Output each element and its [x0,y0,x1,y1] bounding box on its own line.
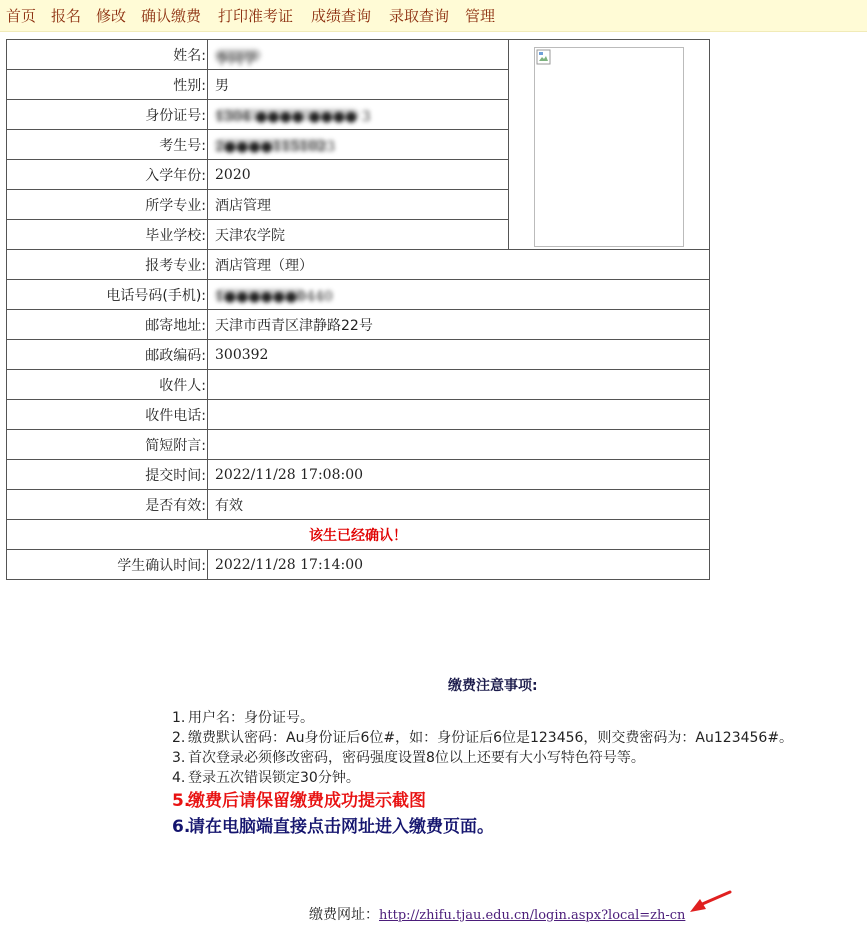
major-label: 所学专业: [7,190,208,220]
name-label: 姓名: [7,40,208,70]
notice-item-text: 缴费后请保留缴费成功提示截图 [188,791,426,811]
student-photo [534,47,684,247]
recipient-phone-label: 收件电话: [7,400,208,430]
notice-item-text: 首次登录必须修改密码，密码强度设置8位以上还要有大小写特色符号等。 [188,750,645,766]
exam-number-label: 考生号: [7,130,208,160]
exam-number-value [208,130,509,160]
row-phone [7,280,710,310]
phone-redacted: 1●●●●●●0440 [215,288,333,305]
id-number-value [208,100,509,130]
note-value [208,430,710,460]
row-confirm-time [7,550,710,580]
year-value: 2020 [208,160,509,190]
row-apply-major [7,250,710,280]
school-value: 天津农学院 [208,220,509,250]
nav-print-ticket[interactable]: 打印准考证 [218,7,294,25]
notice-item: 1. 用户名：身份证号。 [172,710,314,726]
row-name [7,40,710,70]
apply-major-value: 酒店管理（理） [208,250,710,280]
gender-label: 性别: [7,70,208,100]
row-valid [7,490,710,520]
photo-cell [509,40,710,250]
notice-item: 4. 登录五次错误锁定30分钟。 [172,770,360,786]
notice-item-warning: 5.缴费后请保留缴费成功提示截图 [172,791,426,811]
row-confirmed [7,520,710,550]
nav-score-query[interactable]: 成绩查询 [311,7,372,25]
row-address [7,310,710,340]
notice-item-instruction: 6.请在电脑端直接点击网址进入缴费页面。 [172,817,494,837]
address-label: 邮寄地址: [7,310,208,340]
nav-edit[interactable]: 修改 [96,7,127,25]
student-info-table [6,39,710,580]
notice-item-text: 登录五次错误锁定30分钟。 [188,770,360,786]
notice-title: 缴费注意事项: [448,678,538,694]
row-recipient-phone [7,400,710,430]
row-recipient [7,370,710,400]
name-redacted: 李同学 [215,49,261,61]
notice-list [172,708,793,840]
row-submit-time [7,460,710,490]
recipient-value [208,370,710,400]
nav-home[interactable]: 首页 [6,7,37,25]
row-postcode [7,340,710,370]
confirm-time-label: 学生确认时间: [7,550,208,580]
note-label: 简短附言: [7,430,208,460]
payment-url-label: 缴费网址： [309,907,379,923]
red-arrow-icon [688,890,732,916]
broken-image-icon [536,49,552,65]
notice-item-text: 用户名：身份证号。 [188,710,314,726]
submit-time-value: 2022/11/28 17:08:00 [208,460,710,490]
school-label: 毕业学校: [7,220,208,250]
recipient-label: 收件人: [7,370,208,400]
payment-url-link[interactable]: http://zhifu.tjau.edu.cn/login.aspx?local=zh-cn [379,908,686,923]
address-value: 天津市西青区津静路22号 [208,310,710,340]
id-number-redacted: 1304 ●●●● ●●●● 3 [215,108,371,125]
confirm-time-value: 2022/11/28 17:14:00 [208,550,710,580]
postcode-label: 邮政编码: [7,340,208,370]
valid-value: 有效 [208,490,710,520]
payment-url-line [309,904,685,924]
year-label: 入学年份: [7,160,208,190]
row-note [7,430,710,460]
id-number-label: 身份证号: [7,100,208,130]
notice-item: 2. 缴费默认密码：Au身份证后6位#，如：身份证后6位是123456，则交费密码为：Au123456#。 [172,730,794,746]
recipient-phone-value [208,400,710,430]
exam-number-redacted: 2●●●●1151023 [215,138,336,155]
notice-item-text: 缴费默认密码：Au身份证后6位#，如：身份证后6位是123456，则交费密码为：Au123456#。 [188,730,794,746]
phone-value [208,280,710,310]
gender-value: 男 [208,70,509,100]
postcode-value: 300392 [208,340,710,370]
notice-item: 3. 首次登录必须修改密码，密码强度设置8位以上还要有大小写特色符号等。 [172,750,645,766]
major-value: 酒店管理 [208,190,509,220]
confirmed-status: 该生已经确认！ [7,520,710,550]
nav-admin[interactable]: 管理 [465,7,496,25]
nav-register[interactable]: 报名 [51,7,82,25]
valid-label: 是否有效: [7,490,208,520]
notice-item-text: 请在电脑端直接点击网址进入缴费页面。 [188,817,494,837]
top-nav [0,0,867,32]
name-value [208,40,509,70]
submit-time-label: 提交时间: [7,460,208,490]
phone-label: 电话号码(手机): [7,280,208,310]
nav-admission-query[interactable]: 录取查询 [389,7,450,25]
apply-major-label: 报考专业: [7,250,208,280]
nav-confirm-payment[interactable]: 确认缴费 [141,7,202,25]
